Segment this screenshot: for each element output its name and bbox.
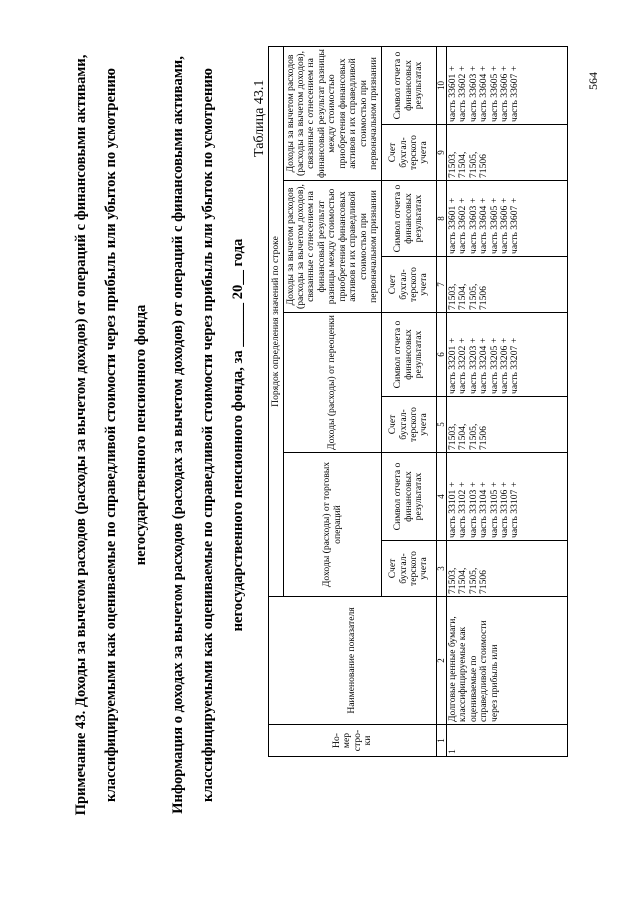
row-number: 1: [447, 725, 568, 757]
indicator-name: Долговые ценные бумаги, классифицируемые как оцениваемые по справедливой стоимости через прибыль или: [447, 597, 568, 725]
trading-header: Доходы (расходы) от торговых операций: [284, 453, 382, 597]
diff-header-2: Доходы за вычетом расходов (расходы за вычетом доходов), связанные с отнесением на финансовый результат разницы между стоимостью приобретения финансовых активов и их справедливой стоимостью при первоначальном признании: [284, 46, 382, 180]
diff-accounts-1: 71503, 71504, 71505, 71506: [447, 257, 568, 313]
diff-symbols-1: часть 33601 + часть 33602 + часть 33603 + часть 33604 + часть 33605 + часть 33606 + часть 33607 +: [447, 181, 568, 257]
revaluation-header: Доходы (расходы) от переоценки: [284, 313, 382, 453]
column-number: 5: [437, 397, 447, 453]
column-number: 2: [437, 597, 447, 725]
column-number: 9: [437, 125, 447, 181]
column-number: 7: [437, 257, 447, 313]
diff-symbols-2: часть 33601 + часть 33602 + часть 33603 + часть 33604 + часть 33605 + часть 33606 + часть 33607 +: [447, 46, 568, 124]
column-numbers-row: [437, 46, 447, 756]
table-row: [447, 46, 568, 756]
column-number: 10: [437, 46, 447, 124]
row-number-header: Но- мер стро- ки: [269, 725, 437, 757]
info-title: Информация о доходах за вычетом расходов (расходах за вычетом доходов) от операций с финансовыми активами, классифицируемыми как оцениваемые по справедливой стоимости через прибыль или убыток по усмотрению негосударственного пенсионного фонда, за ______ 20__ года: [170, 56, 246, 814]
symbol-header: Символ отчета о финансовых результатах: [382, 181, 437, 257]
table-header-row-1: [269, 46, 284, 756]
diff-header-1: Доходы за вычетом расходов (расходы за вычетом доходов), связанные с отнесением на финансовый результат разницы между стоимостью приобретения финансовых активов и их справедливой стоимостью при первоначальном признании: [284, 181, 382, 313]
trading-accounts: 71503, 71504, 71505, 71506: [447, 541, 568, 597]
symbol-header: Символ отчета о финансовых результатах: [382, 453, 437, 541]
group-header: Порядок определения значений по строке: [269, 46, 284, 596]
account-header: Счет бухгал-терского учета: [382, 257, 437, 313]
account-header: Счет бухгал-терского учета: [382, 397, 437, 453]
account-header: Счет бухгал-терского учета: [382, 125, 437, 181]
diff-accounts-2: 71503, 71504, 71505, 71506: [447, 125, 568, 181]
page-number: 564: [586, 72, 600, 90]
indicator-header: Наименование показателя: [269, 597, 437, 725]
data-table: [268, 46, 568, 757]
revaluation-accounts: 71503, 71504, 71505, 71506: [447, 397, 568, 453]
symbol-header: Символ отчета о финансовых результатах: [382, 313, 437, 397]
column-number: 4: [437, 453, 447, 541]
column-number: 1: [437, 725, 447, 757]
account-header: Счет бухгал-терского учета: [382, 541, 437, 597]
table-label: Таблица 43.1: [252, 79, 267, 157]
revaluation-symbols: часть 33201 + часть 33202 + часть 33203 + часть 33204 + часть 33205 + часть 33206 + часть 33207 +: [447, 313, 568, 397]
trading-symbols: часть 33101 + часть 33102 + часть 33103 + часть 33104 + часть 33105 + часть 33106 + часть 33107 +: [447, 453, 568, 541]
column-number: 8: [437, 181, 447, 257]
symbol-header: Символ отчета о финансовых результатах: [382, 46, 437, 124]
column-number: 6: [437, 313, 447, 397]
column-number: 3: [437, 541, 447, 597]
note-title: Примечание 43. Доходы за вычетом расходов (расходы за вычетом доходов) от операций с финансовыми активами, классифицируемыми как оцениваемые по справедливой стоимости через прибыль или убыток по усмотрению негосударственного пенсионного фонда: [73, 54, 149, 816]
